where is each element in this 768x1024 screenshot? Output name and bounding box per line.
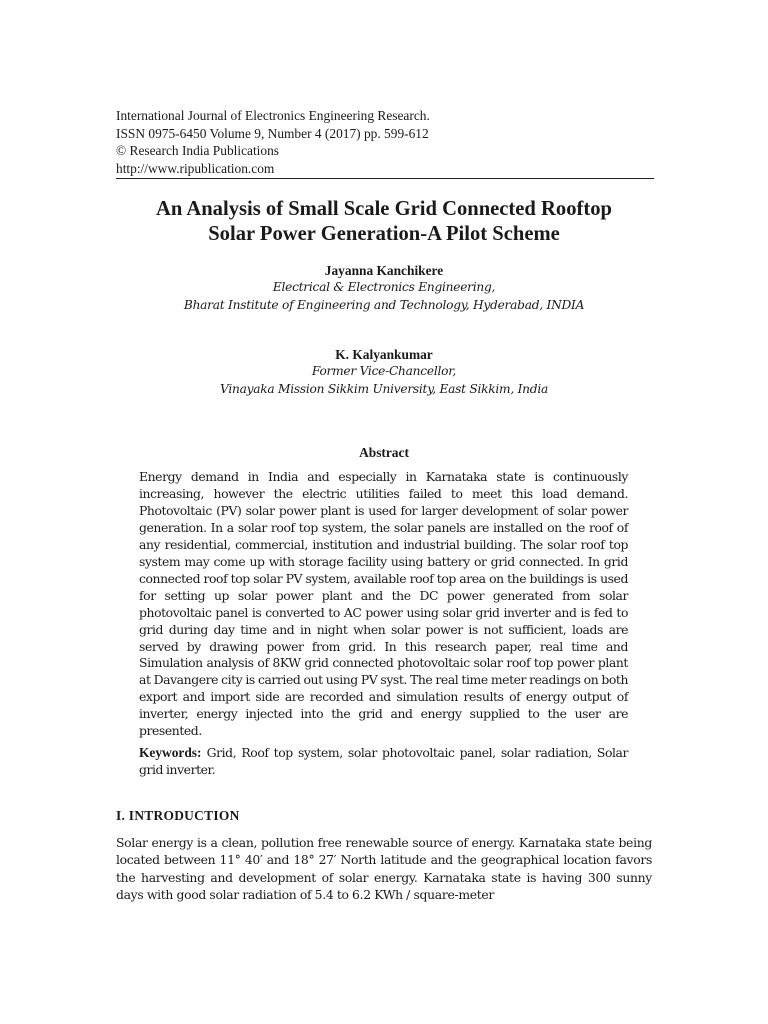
keywords-text: Grid, Roof top system, solar photovoltaic panel, solar radiation, Solar grid inverter. [139,745,628,777]
abstract-text: Energy demand in India and especially in Karnataka state is continuously increasing, however the electric utilities failed to meet this load demand. Photovoltaic (PV) solar power plant is used for larger development of solar power generation. In a solar roof top system, the solar panels are installed on the roof of any residential, commercial, institution and industrial building. The solar roof top system may come up with storage facility using battery or grid connected. In grid connected roof top solar PV system, available roof top area on the buildings is used for setting up solar power plant and the DC power generated from solar photovoltaic panel is converted to AC power using solar grid inverter and is fed to grid during day time and in night when solar power is not sufficient, loads are served by drawing power from grid. In this research paper, real time and Simulation analysis of 8KW grid connected photovoltaic solar roof top power plant at Davangere city is carried out using PV syst. The real time meter readings on both export and import side are recorded and simulation results of energy output of inverter, energy injected into the grid and energy supplied to the user are presented. [139,469,628,739]
journal-issn: ISSN 0975-6450 Volume 9, Number 4 (2017) pp. 599-612 [116,125,429,141]
journal-name: International Journal of Electronics Engineering Research. [116,108,430,123]
author-affiliation-line: Bharat Institute of Engineering and Technology, Hyderabad, INDIA [183,297,585,312]
author-affiliation-line: Former Vice-Chancellor, [311,364,457,379]
keywords [139,745,628,779]
header-divider [116,178,654,179]
title-line-1: An Analysis of Small Scale Grid Connected Rooftop [156,198,612,220]
journal-url[interactable]: http://www.ripublication.com [116,160,275,176]
author-name: K. Kalyankumar [335,347,433,362]
title-line-2: Solar Power Generation-A Pilot Scheme [208,223,560,245]
author-affiliation-line: Electrical & Electronics Engineering, [272,280,496,295]
introduction-text: Solar energy is a clean, pollution free renewable source of energy. Karnataka state being located between 11° 40′ and 18° 27′ North latitude and the geographical location favors the harvesting and development of solar energy. Karnataka state is having 300 sunny days with good solar radiation of 5.4 to 6.2 KWh / square-meter [116,835,652,903]
author-block-2 [100,346,668,398]
introduction-body [116,834,652,904]
abstract-body [139,469,628,740]
author-name: Jayanna Kanchikere [324,263,444,278]
keywords-label: Keywords: [139,745,202,760]
introduction-heading: I. INTRODUCTION [116,808,240,823]
abstract-heading: Abstract [359,445,409,460]
paper-title [100,197,668,247]
author-block-1 [100,262,668,314]
author-affiliation-line: Vinayaka Mission Sikkim University, East Sikkim, India [219,381,548,396]
journal-header [116,107,654,177]
journal-publisher: © Research India Publications [116,143,280,158]
